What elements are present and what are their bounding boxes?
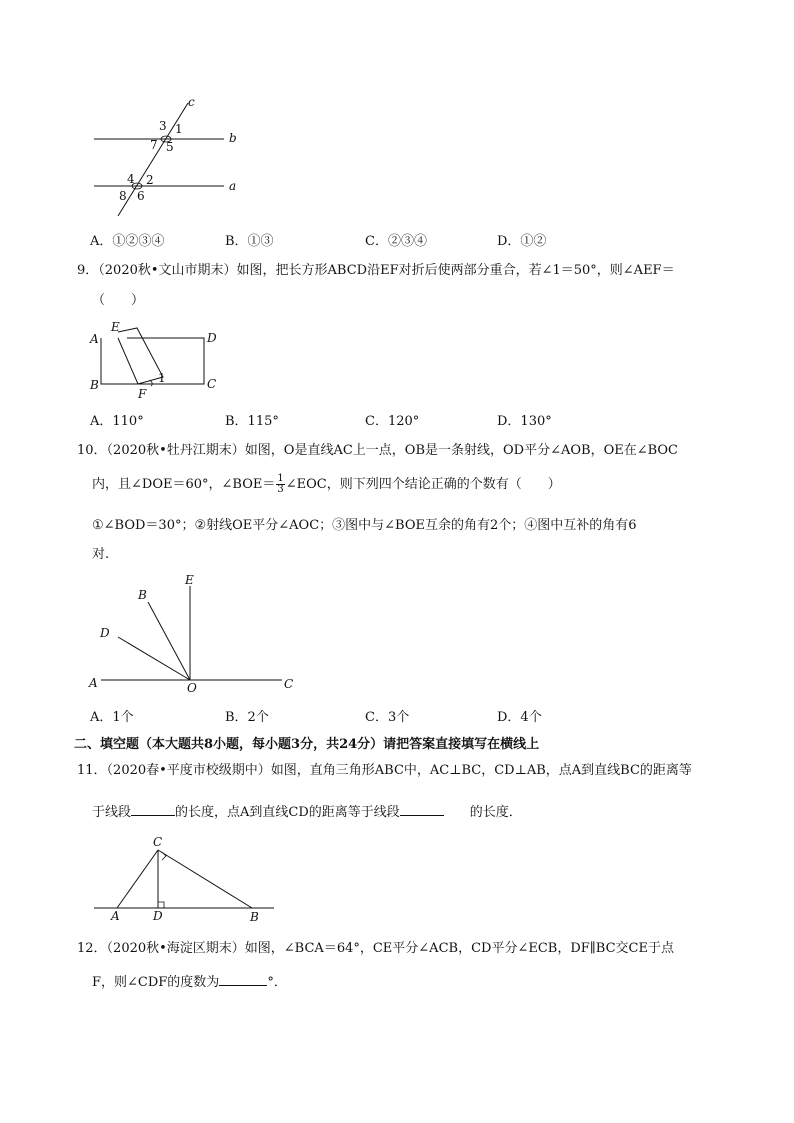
q9-option-c[interactable]: C．120°	[365, 414, 420, 429]
q11-answer-blank-2[interactable]	[400, 802, 444, 816]
q10-option-c[interactable]: C．3个	[365, 710, 410, 725]
q12-stem-line2-b: °．	[267, 975, 287, 990]
q8-option-a[interactable]: A．①②③④	[90, 234, 165, 249]
q8-option-d[interactable]: D．①②	[497, 234, 547, 249]
label-angle-3: 3	[159, 119, 167, 133]
q9-option-b[interactable]: B．115°	[225, 414, 279, 429]
side-bc	[158, 850, 252, 908]
rectangle-outline	[101, 338, 204, 384]
q10-option-d[interactable]: D．4个	[497, 710, 542, 725]
label-A: A	[89, 676, 98, 690]
q10-option-a[interactable]: A．1个	[90, 710, 134, 725]
label-a: a	[229, 179, 237, 193]
folded-part	[118, 328, 163, 384]
label-angle-1: 1	[175, 122, 183, 136]
label-D: D	[153, 909, 163, 923]
label-F: F	[138, 387, 147, 401]
q9-stem-line2: （ ）	[92, 293, 145, 308]
label-D: D	[100, 626, 110, 640]
q8-figure	[86, 96, 256, 226]
q10-figure	[86, 570, 306, 700]
q8-option-c[interactable]: C．②③④	[365, 234, 427, 249]
segment-ef	[118, 338, 138, 384]
q11-stem-line1: 11．（2020春•平度市校级期中）如图，直角三角形ABC中，AC⊥BC，CD⊥AB，点A到直线BC的距离等	[77, 763, 692, 778]
side-ac	[117, 850, 158, 908]
q9-option-a[interactable]: A．110°	[90, 414, 144, 429]
label-c: c	[188, 95, 195, 109]
q12-stem-line1: 12．（2020秋•海淀区期末）如图，∠BCA＝64°，CE平分∠ACB，CD平分∠ECB，DF∥BC交CE于点	[77, 941, 674, 956]
q11-answer-blank-1[interactable]	[131, 802, 175, 816]
q9-options	[90, 410, 690, 428]
q12-answer-blank[interactable]	[219, 972, 267, 986]
label-angle-7: 7	[150, 138, 158, 152]
label-B: B	[250, 910, 259, 924]
q10-stem-line2-a: 内，且∠DOE＝60°，∠BOE＝	[92, 477, 276, 492]
label-D: D	[207, 331, 217, 345]
q11-stem-line2-a: 于线段	[92, 805, 132, 820]
q10-option-b[interactable]: B．2个	[225, 710, 269, 725]
label-angle-4: 4	[127, 172, 135, 186]
label-E: E	[185, 573, 194, 587]
label-A: A	[111, 909, 120, 923]
label-angle-5: 5	[166, 140, 174, 154]
q9-stem-line1: 9．（2020秋•文山市期末）如图，把长方形ABCD沿EF对折后使两部分重合，若∠1＝50°，则∠AEF＝	[77, 263, 675, 278]
q12-stem-line2	[92, 972, 287, 992]
ray-od	[118, 637, 190, 680]
q11-figure	[86, 832, 286, 928]
q12-stem-line2-a: F，则∠CDF的度数为	[92, 975, 220, 990]
line-c	[118, 103, 188, 216]
q10-stem-line1: 10．（2020秋•牡丹江期末）如图，O是直线AC上一点，OB是一条射线，OD平分∠AOB，OE在∠BOC	[77, 443, 679, 458]
label-B: B	[90, 378, 99, 392]
q10-stem-line2-b: ∠EOC，则下列四个结论正确的个数有（ ）	[285, 477, 561, 492]
label-C: C	[153, 835, 163, 849]
fraction-denominator: 3	[277, 484, 284, 495]
q9-option-d[interactable]: D．130°	[497, 414, 552, 429]
fraction-one-third	[276, 474, 284, 495]
right-angle-mark-d	[158, 902, 164, 908]
ray-ob	[148, 602, 190, 680]
q8-option-b[interactable]: B．①③	[225, 234, 274, 249]
label-E: E	[111, 320, 120, 334]
label-angle-1: 1	[158, 371, 166, 385]
label-b: b	[229, 131, 237, 145]
angle-1-arc	[150, 380, 152, 386]
label-angle-2: 2	[146, 173, 154, 187]
label-angle-8: 8	[119, 189, 127, 203]
q11-stem-line2-b: 的长度，点A到直线CD的距离等于线段	[175, 805, 400, 820]
q11-stem-line2	[92, 802, 522, 822]
label-C: C	[207, 377, 217, 391]
section-title-fill-in: 二、填空题（本大题共8小题，每小题3分，共24分）请把答案直接填写在横线上	[74, 737, 540, 752]
label-O: O	[187, 681, 197, 695]
label-angle-6: 6	[137, 189, 145, 203]
fraction-numerator: 1	[277, 473, 284, 484]
q10-stem-line2	[92, 470, 561, 500]
label-C: C	[284, 677, 294, 691]
q10-stem-line4: 对.	[92, 547, 110, 562]
label-B: B	[138, 588, 147, 602]
label-A: A	[90, 332, 99, 346]
q10-stem-line3: ①∠BOD＝30°；②射线OE平分∠AOC；③图中与∠BOE互余的角有2个；④图中互补的角有6	[92, 518, 637, 533]
q8-options	[90, 230, 690, 248]
q11-stem-line2-c: 的长度．	[469, 805, 522, 820]
q9-figure	[86, 318, 226, 402]
q10-options	[90, 706, 690, 724]
